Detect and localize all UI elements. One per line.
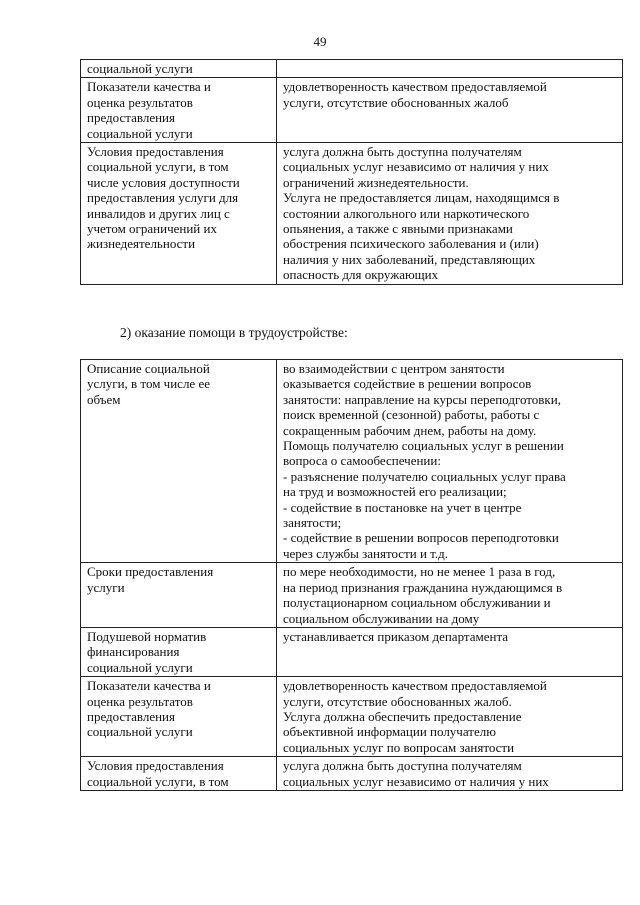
cell-text-line: поиск временной (сезонной) работы, работы с — [283, 407, 540, 423]
row-value-cell — [277, 627, 623, 676]
row-label-cell — [81, 563, 277, 628]
cell-text-line: услуги, отсутствие обоснованных жалоб — [283, 94, 509, 110]
cell-text-line: состоянии алкогольного или наркотического — [283, 205, 530, 221]
cell-text-line: - содействие в решении вопросов переподготовки — [283, 530, 559, 546]
cell-text-line: Услуга не предоставляется лицам, находящимся в — [283, 190, 560, 206]
table-row — [81, 563, 623, 628]
cell-text-line: социальной услуги — [87, 724, 193, 740]
cell-text-line: услуги — [87, 579, 125, 595]
cell-text-line: устанавливается приказом департамента — [283, 628, 509, 644]
table-row — [81, 627, 623, 676]
cell-text-line: услуги, отсутствие обоснованных жалоб. — [283, 693, 512, 709]
row-label-cell — [81, 60, 277, 78]
row-label-cell — [81, 627, 277, 676]
cell-text-line: социальной услуги, в том — [87, 773, 229, 789]
cell-text-line: предоставления — [87, 110, 175, 126]
cell-text-line: услуги, в том числе ее — [87, 376, 210, 392]
row-value-cell — [277, 757, 623, 791]
row-label-cell — [81, 757, 277, 791]
cell-text-line: социальной услуги — [87, 61, 193, 76]
cell-text-line: социальных услуг независимо от наличия у них — [283, 159, 549, 175]
cell-text-line: социальной услуги — [87, 125, 193, 141]
section-heading: 2) оказание помощи в трудоустройстве: — [120, 325, 348, 340]
cell-text-line: услуга должна быть доступна получателям — [283, 144, 522, 160]
cell-text-line: - содействие в постановке на учет в центре — [283, 499, 522, 515]
cell-text-line: услуга должна быть доступна получателям — [283, 758, 522, 774]
cell-text-line: Услуга должна обеспечить предоставление — [283, 708, 522, 724]
table-row — [81, 60, 623, 78]
row-value-cell — [277, 78, 623, 143]
cell-text-line: занятости; — [283, 515, 342, 531]
cell-text-line: вопроса о самообеспечении: — [283, 453, 441, 469]
cell-text-line: Условия предоставления — [87, 758, 224, 774]
page-number: 49 — [313, 34, 327, 49]
cell-text-line: инвалидов и других лиц с — [87, 205, 230, 221]
cell-text-line: Условия предоставления — [87, 144, 224, 160]
cell-text-line: занятости: направление на курсы переподготовки, — [283, 391, 561, 407]
cell-text-line: на период признания гражданина нуждающимся в — [283, 579, 563, 595]
cell-text-line: удовлетворенность качеством предоставляемой — [283, 678, 547, 694]
table-row — [81, 143, 623, 285]
row-label-cell — [81, 360, 277, 563]
cell-text-line: числе условия доступности — [87, 174, 240, 190]
cell-text-line: Сроки предоставления — [87, 564, 214, 580]
cell-text-line: финансирования — [87, 644, 180, 660]
cell-text-line: учетом ограничений их — [87, 221, 217, 237]
row-label-cell — [81, 78, 277, 143]
cell-text-line: по мере необходимости, но не менее 1 раза в год, — [283, 564, 556, 580]
cell-text-line: полустационарном социальном обслуживании и — [283, 595, 551, 611]
cell-text-line: обострения психического заболевания и (или) — [283, 236, 539, 252]
table-row — [81, 757, 623, 791]
cell-text-line: - разъяснение получателю социальных услуг права — [283, 468, 566, 484]
cell-text-line: во взаимодействии с центром занятости — [283, 361, 505, 376]
cell-text-line: Показатели качества и — [87, 678, 211, 694]
cell-text-line: жизнедеятельности — [87, 236, 196, 252]
cell-text-line: Показатели качества и — [87, 79, 211, 95]
cell-text-line: наличия у них заболеваний, представляющих — [283, 251, 536, 267]
cell-text-line: Описание социальной — [87, 361, 210, 376]
row-value-cell — [277, 563, 623, 628]
cell-text-line: оказывается содействие в решении вопросов — [283, 376, 532, 392]
employment-assistance-table — [80, 359, 623, 791]
row-value-cell — [277, 143, 623, 285]
cell-text-line: сокращенным рабочим днем, работы на дому. — [283, 422, 537, 438]
cell-text-line: Помощь получателю социальных услуг в решении — [283, 438, 564, 454]
cell-text-line: предоставления — [87, 708, 175, 724]
table-row — [81, 677, 623, 757]
cell-text-line: через службы занятости и т.д. — [283, 545, 448, 561]
services-table-continued — [80, 59, 623, 285]
cell-text-line: оценка результатов — [87, 94, 193, 110]
cell-text-line: предоставления услуги для — [87, 190, 239, 206]
table-row — [81, 360, 623, 563]
cell-text-line: удовлетворенность качеством предоставляемой — [283, 79, 547, 95]
cell-text-line: социальной услуги — [87, 659, 193, 675]
cell-text-line: социальных услуг независимо от наличия у них — [283, 773, 549, 789]
row-label-cell — [81, 143, 277, 285]
row-label-cell — [81, 677, 277, 757]
row-value-cell — [277, 60, 623, 78]
cell-text-line: опасность для окружающих — [283, 267, 439, 283]
row-value-cell — [277, 360, 623, 563]
cell-text-line: ограничений жизнедеятельности. — [283, 174, 469, 190]
cell-text-line: на труд и возможностей его реализации; — [283, 484, 507, 500]
cell-text-line: объективной информации получателю — [283, 724, 496, 740]
cell-text-line: социальной услуги, в том — [87, 159, 229, 175]
cell-text-line: опьянения, а также с явными признаками — [283, 221, 513, 237]
cell-text-line: социальных услуг по вопросам занятости — [283, 739, 515, 755]
row-value-cell — [277, 677, 623, 757]
cell-text-line: Подушевой норматив — [87, 628, 207, 644]
cell-text-line: объем — [87, 391, 121, 407]
table-row — [81, 78, 623, 143]
cell-text-line: социальном обслуживании на дому — [283, 610, 480, 626]
cell-text-line: оценка результатов — [87, 693, 193, 709]
